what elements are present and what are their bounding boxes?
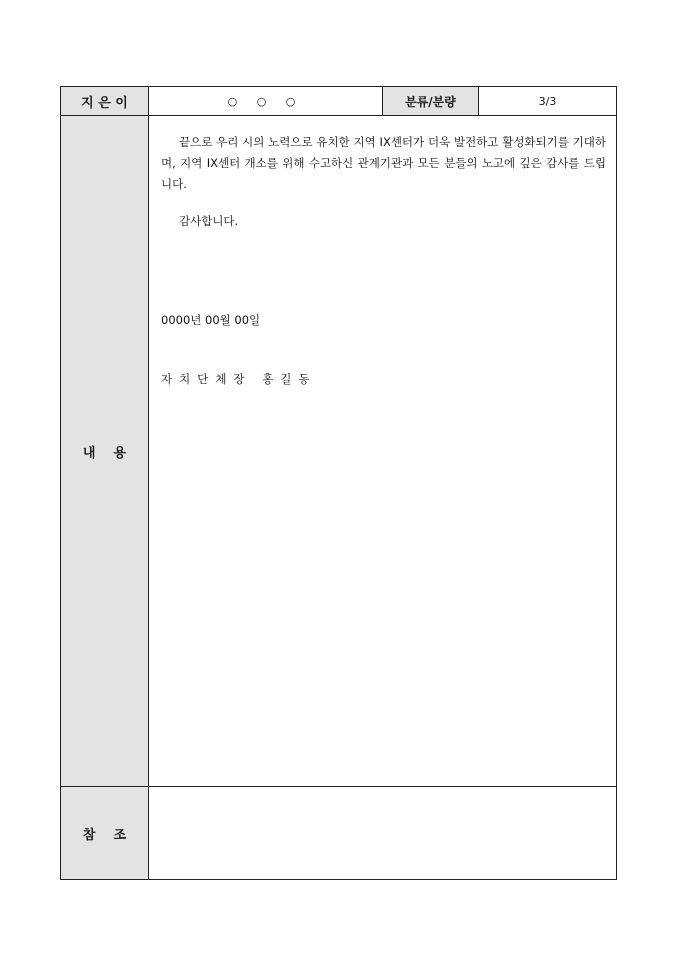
content-label-text: 내 용 — [82, 445, 127, 461]
signer-text: 자치단체장 홍길동 — [161, 372, 317, 386]
category-value: 3/3 — [538, 94, 557, 108]
document-form — [60, 86, 617, 880]
closing-text: 감사합니다. — [179, 214, 239, 228]
reference-label-text: 참 조 — [82, 827, 127, 843]
content-label — [61, 116, 149, 786]
author-label: 지 은 이 — [61, 87, 149, 115]
header-row — [61, 87, 616, 116]
content-row — [61, 116, 616, 787]
category-label: 분류/분량 — [383, 87, 479, 115]
reference-label — [61, 787, 149, 879]
date-text: 0000년 00월 00일 — [161, 313, 261, 327]
content-text-area — [149, 116, 616, 786]
body-paragraph: 끝으로 우리 시의 노력으로 유치한 지역 IX센터가 더욱 발전하고 활성화되기를 기대하며, 지역 IX센터 개소를 위해 수고하신 관계기관과 모든 분들의 노고에 깊은 감사를 드립니다. — [161, 135, 606, 191]
reference-row — [61, 787, 616, 879]
author-value: ○ ○ ○ — [149, 87, 383, 115]
reference-content — [149, 787, 616, 879]
